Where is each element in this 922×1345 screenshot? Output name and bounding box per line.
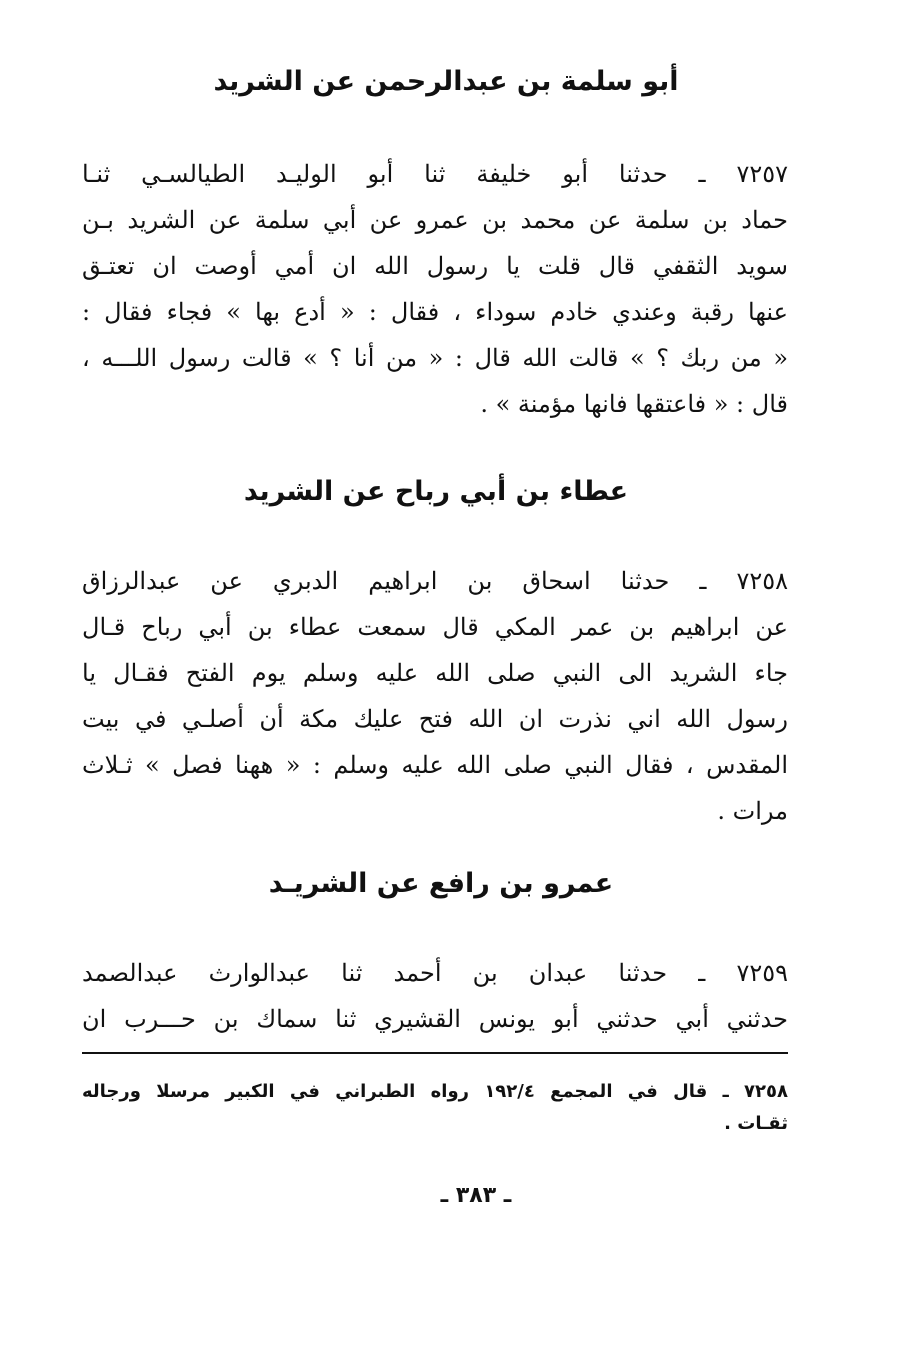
section-heading-ata: عطاء بن أبي رباح عن الشريد [243, 476, 629, 507]
text-line: حماد بن سلمة عن محمد بن عمرو عن أبي سلمة عن الشريد بـن [82, 206, 788, 234]
section-heading-abu-salama: أبو سلمة بن عبدالرحمن عن الشريد [213, 66, 679, 97]
text-line: المقدس ، فقال النبي صلى الله عليه وسلم : « ههنا فصل » ثـلاث [82, 751, 788, 779]
footnote-line: ٧٢٥٨ ـ قال في المجمع ١٩٢/٤ رواه الطبراني في الكبير مرسلا ورجاله [82, 1081, 788, 1102]
section-heading-amr: عمرو بن رافع عن الشريـد [268, 868, 614, 899]
page-number: ـ ٣٨٣ ـ [440, 1183, 512, 1208]
text-line: عن ابراهيم بن عمر المكي قال سمعت عطاء بن أبي رباح قـال [82, 613, 788, 641]
footnote-divider [82, 1052, 788, 1054]
text-line: سويد الثقفي قال قلت يا رسول الله ان أمي أوصت ان تعتـق [82, 252, 788, 280]
text-line: ٧٢٥٧ ـ حدثنا أبو خليفة ثنا أبو الوليـد الطيالسـي ثنـا [82, 160, 788, 188]
hadith-7259-text [82, 950, 788, 1042]
hadith-7257-text [82, 151, 788, 427]
text-line: « من ربك ؟ » قالت الله قال : « من أنا ؟ » قالت رسول اللـــه ، [82, 344, 788, 372]
hadith-7258-text [82, 558, 788, 834]
text-line: عنها رقبة وعندي خادم سوداء ، فقال : « أدع بها » فجاء فقال : [82, 298, 788, 326]
text-line: ٧٢٥٨ ـ حدثنا اسحاق بن ابراهيم الدبري عن عبدالرزاق [82, 567, 788, 595]
text-line: حدثني أبي حدثني أبو يونس القشيري ثنا سماك بن حـــرب ان [82, 1005, 788, 1033]
text-line: جاء الشريد الى النبي صلى الله عليه وسلم يوم الفتح فقـال يا [82, 659, 788, 687]
text-line: قال : « فاعتقها فانها مؤمنة » . [480, 390, 788, 418]
footnote [82, 1076, 788, 1140]
text-line: رسول الله اني نذرت ان الله فتح عليك مكة أن أصلـي في بيت [82, 705, 788, 733]
text-line: مرات . [717, 797, 788, 825]
footnote-line: ثقـات . [724, 1113, 788, 1134]
text-line: ٧٢٥٩ ـ حدثنا عبدان بن أحمد ثنا عبدالوارث عبدالصمد [82, 959, 788, 987]
